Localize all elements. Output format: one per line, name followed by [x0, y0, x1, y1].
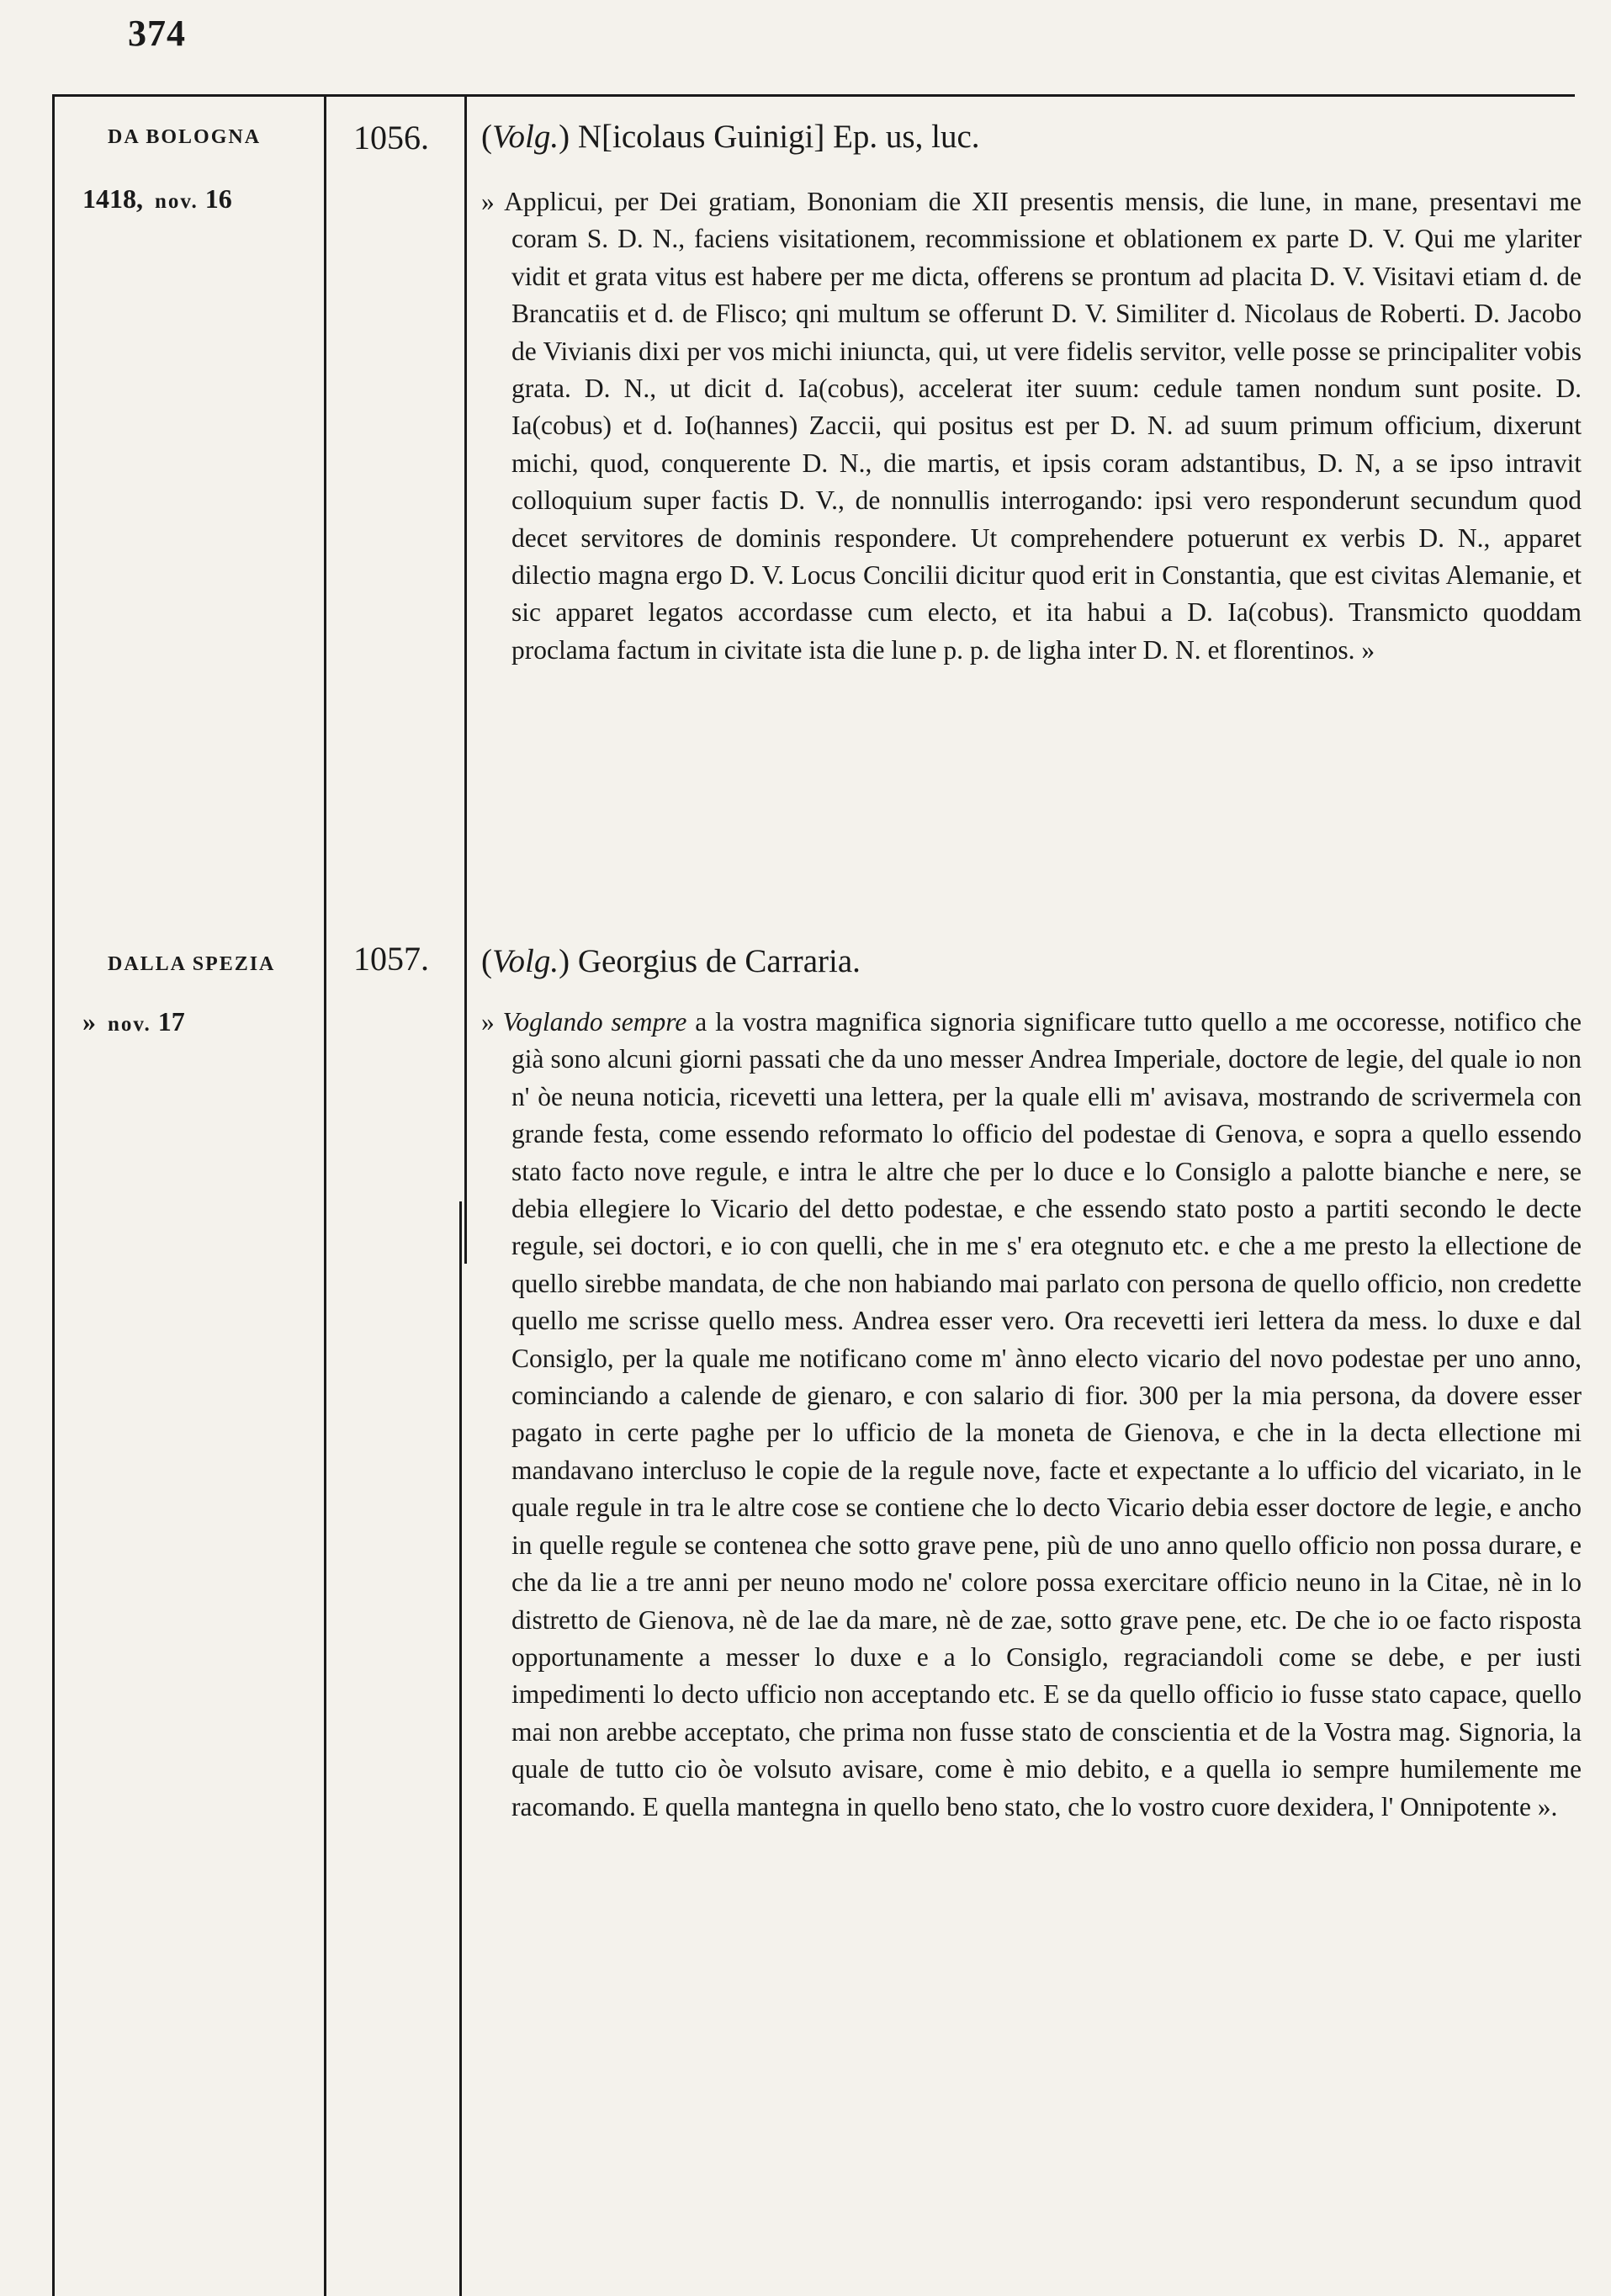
number-column-rule: [464, 94, 467, 1264]
heading-open: (: [481, 119, 492, 155]
entry-date-day: 17: [157, 1006, 185, 1037]
entry-date-day: 16: [204, 183, 232, 214]
entry-place: DALLA SPEZIA: [108, 953, 276, 975]
document-heading: [481, 942, 861, 980]
page-number: 374: [128, 13, 186, 54]
body-text: Applicui, per Dei gratiam, Bononiam die XII presentis mensis, die lune, in mane, presentavi me coram S. D. N., faciens visitationem, recommissione et oblationem ex parte D. V. Qui me ylariter vidit et grata vitus est habere per me dicta, offerens se prontum ad placita D. V. Visitavi etiam d. de Brancatiis et d. de Flisco; qni multum se offerunt D. V. Similiter d. Nicolaus de Roberti. D. Jacobo de Vivianis dixi per vos michi iniuncta, qui, ut vere fidelis servitor, velle posse se principaliter vobis grata. D. N., ut dicit d. Ia(cobus), accelerat iter suum: cedule tamen nondum sunt posite. D. Ia(cobus) et d. Io(hannes) Zaccii, qui positus est per D. N. ad suum primum officium, dixerunt michi, quod, conquerente D. N., die martis, et ipsis coram adstantibus, D. N, a se ipso intravit colloquium super factis D. V., de nonnullis interrogando: ipsi vero responderunt secundum quod decet servitores de dominis respondere. Ut comprehendere potuerunt ex verbis D. N., apparet dilectio magna ergo D. V. Locus Concilii dicitur quod erit in Constantia, que est civitas Alemanie, et sic apparet legatos accordasse cum electo, et ita habui a D. Ia(cobus). Transmicto quoddam proclama factum in civitate ista die lune p. p. de ligha inter D. N. et florentinos. »: [504, 187, 1582, 665]
entry-date-year: 1418,: [82, 183, 143, 214]
left-column-rule: [52, 94, 55, 2296]
entry-place: DA BOLOGNA: [108, 126, 262, 148]
heading-rest: ) N[icolaus Guinigi] Ep. us, luc.: [559, 119, 980, 155]
heading-italic: Volg.: [492, 119, 559, 155]
entry-date-month: nov.: [155, 190, 199, 213]
body-intro: »: [481, 1007, 503, 1037]
body-italic: Voglando sempre: [502, 1007, 687, 1037]
number-column-rule-lower: [459, 1201, 462, 2296]
entry-date-month: nov.: [108, 1013, 151, 1036]
heading-italic: Volg.: [492, 943, 559, 979]
document-body: [481, 183, 1582, 669]
document-heading: [481, 118, 980, 156]
top-rule: [52, 94, 1575, 97]
document-number: 1056.: [353, 119, 429, 156]
entry-date: [82, 183, 232, 215]
entry-date: [82, 1006, 185, 1037]
body-intro: »: [481, 187, 505, 216]
date-column-rule: [324, 94, 326, 2296]
heading-rest: ) Georgius de Carraria.: [559, 943, 861, 979]
heading-open: (: [481, 943, 492, 979]
body-text: a la vostra magnifica signoria significare tutto quello a me occoresse, notifico che già sono alcuni giorni passati che da uno messer Andrea Imperiale, doctore de legie, del quale io non n' òe neuna noticia, ricevetti una lettera, per la quale elli m' avisava, mostrando de scrivermela con grande festa, come essendo reformato lo officio del podestae di Genova, e sopra a quello essendo stato facto nove regule, e intra le altre che per lo duce e lo Consiglo a palotte bianche e nere, se debia ellegiere lo Vicario del detto podestae, e che essendo stato posto a partiti secondo le decte regule, sei doctori, e io con quelli, che in me s' era otegnuto etc. e che a me presto la ellectione de quello sirebbe mandata, de che non habiando mai parlato con persona de quello officio, non credette quello me scrisse quello mess. Andrea esser vero. Ora recevetti ieri lettera da mess. lo duxe e dal Consiglo, per la quale me notificano come m' ànno electo vicario del novo podestae per uno anno, cominciando a calende de gienaro, e con salario di fior. 300 per la mia persona, da dovere esser pagato in certe paghe per lo ufficio de la moneta de Gienova, e che in la decta ellectione mi mandavano intercluso le copie de la regule nove, facte et expectante a lo ufficio del vicariato, in le quale regule in tra le altre cose se contiene che lo decto Vicario debia esser doctore de legie, e ancho in quelle regule se contenea che sotto grave pene, più de uno anno quello officio non possa durare, e che da lie a tre anni per neuno modo ne' colore possa exercitare officio neuno in la Citae, nè in lo distretto de Gienova, nè de lae da mare, nè de zae, sotto grave pene, etc. De che io oe facto risposta opportunamente a messer lo duxe e a lo Consiglo, regraciandoli come se debe, e per iusti impedimenti lo decto ufficio non acceptando etc. E se da quello officio io fusse stato capace, quello mai non arebbe acceptato, che prima non fusse stato de conscientia et de la Vostra mag. Signoria, la quale de tutto cio òe volsuto avisare, come è mio debito, e a quella io sempre humilemente me racomando. E quella mantegna in quello beno stato, che lo vostro cuore dexidera, l' Onnipotente ».: [511, 1007, 1582, 1821]
document-body: [481, 1004, 1582, 1826]
document-number: 1057.: [353, 940, 429, 978]
entry-date-year: »: [82, 1006, 96, 1037]
